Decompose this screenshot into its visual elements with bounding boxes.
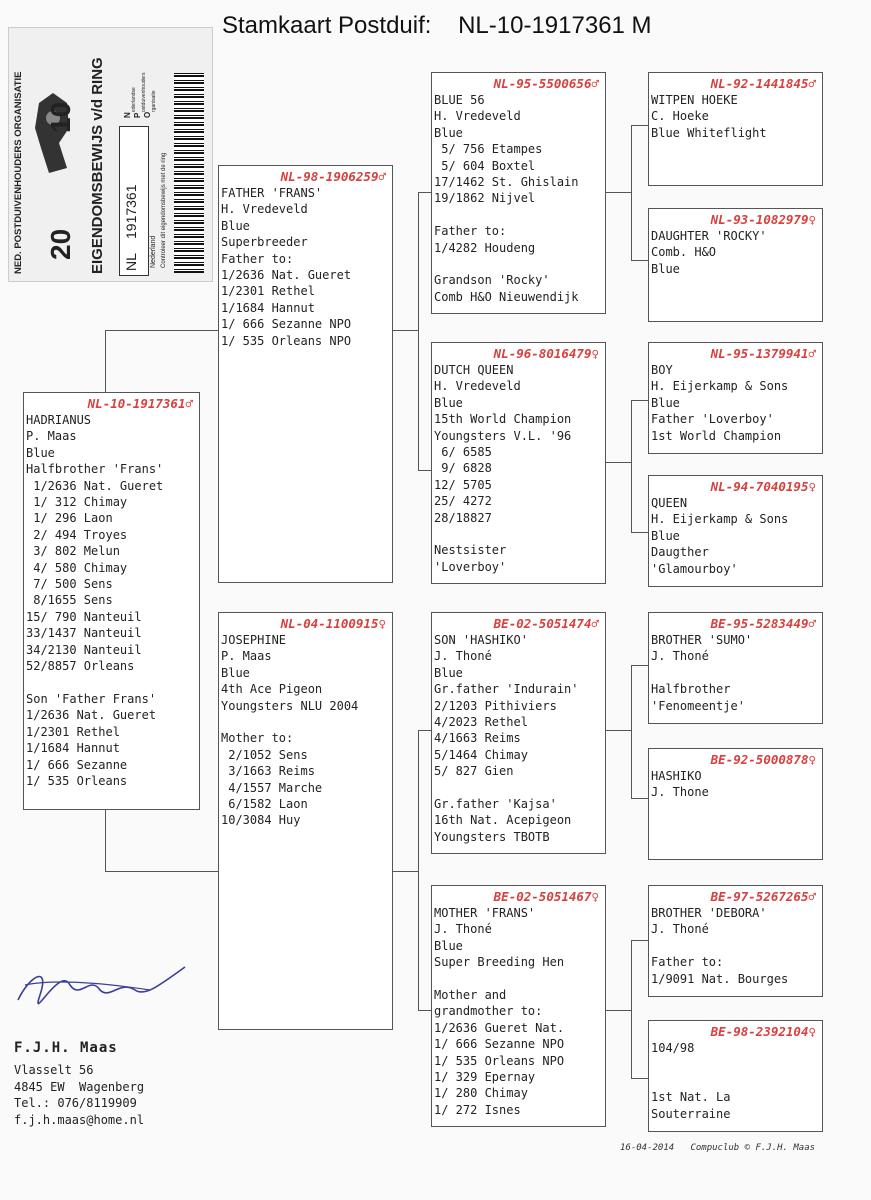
- pigeon-info-line: 9/ 6828: [434, 461, 492, 476]
- signature-icon: [10, 955, 190, 1015]
- pigeon-info-line: Youngsters V.L. '96: [434, 428, 572, 443]
- pigeon-info-line: Father to:: [434, 224, 507, 239]
- pigeon-box-ff: [431, 72, 606, 314]
- connector: [418, 192, 431, 193]
- pigeon-info-line: SON 'HASHIKO': [434, 633, 528, 647]
- connector: [105, 330, 218, 331]
- pigeon-info-line: 34/2130 Nanteuil: [26, 642, 142, 657]
- pigeon-box-fm: [431, 342, 606, 584]
- owner-street: Vlasselt 56: [14, 1063, 94, 1078]
- pigeon-info-line: H. Vredeveld: [434, 109, 521, 124]
- card-word-postduivenhouders: ostduivenhouders: [141, 72, 147, 112]
- pigeon-info-line: Son 'Father Frans': [26, 691, 157, 706]
- pigeon-info-line: 1/ 296 Laon: [26, 511, 113, 526]
- pigeon-info-line: QUEEN: [651, 496, 688, 510]
- connector: [631, 665, 648, 666]
- pigeon-info-line: Grandson 'Rocky': [434, 273, 550, 288]
- pigeon-info-line: 5/1464 Chimay: [434, 747, 528, 762]
- pigeon-info-line: grandmother to:: [434, 1004, 543, 1019]
- pigeon-info-line: 12/ 5705: [434, 477, 492, 492]
- owner-address: [14, 1040, 144, 1128]
- pigeon-info-line: [434, 526, 603, 542]
- pigeon-info-line: Blue: [651, 261, 680, 276]
- connector: [105, 810, 106, 871]
- pigeon-info-line: 1/ 312 Chimay: [26, 495, 128, 510]
- connector: [418, 1010, 431, 1011]
- ring-number: BE-02-5051467♀: [493, 889, 599, 904]
- pigeon-info-line: [434, 780, 603, 796]
- pigeon-info-line: 5/ 827 Gien: [434, 764, 514, 779]
- ring-number: NL-96-8016479♀: [493, 346, 599, 361]
- pigeon-info-line: J. Thoné: [651, 649, 709, 664]
- pigeon-info-line: 3/ 802 Melun: [26, 544, 120, 559]
- pigeon-info-line: Blue: [651, 395, 680, 410]
- pigeon-info-line: 33/1437 Nanteuil: [26, 626, 142, 641]
- pigeon-info-line: 19/1862 Nijvel: [434, 191, 536, 206]
- pigeon-info-line: 2/ 494 Troyes: [26, 527, 128, 542]
- connector: [631, 125, 632, 260]
- connector: [606, 462, 631, 463]
- pigeon-info-line: Blue: [26, 445, 55, 460]
- pigeon-info-line: 3/1663 Reims: [221, 764, 315, 779]
- pigeon-info-line: 2/1203 Pithiviers: [434, 698, 557, 713]
- card-org: NED. POSTDUIVENHOUDERS ORGANISATIE: [13, 71, 24, 274]
- connector: [631, 665, 632, 798]
- pigeon-info-line: 7/ 500 Sens: [26, 577, 113, 592]
- connector: [631, 1078, 648, 1079]
- connector: [606, 1010, 631, 1011]
- footer-credit: 16-04-2014 Compuclub © F.J.H. Maas: [620, 1143, 816, 1153]
- pigeon-box-mother: [218, 612, 393, 1030]
- ring-number: NL-04-1100915♀: [280, 616, 386, 631]
- pigeon-box-mff: [648, 612, 823, 724]
- pigeon-info-line: 6/1582 Laon: [221, 797, 308, 812]
- pigeon-info-line: DUTCH QUEEN: [434, 363, 514, 377]
- owner-name: F.J.H. Maas: [14, 1040, 118, 1056]
- pigeon-info-line: Father to:: [651, 955, 724, 970]
- pigeon-info-line: [651, 1073, 820, 1089]
- pigeon-box-subject: [23, 392, 200, 810]
- pigeon-info-line: 8/1655 Sens: [26, 593, 113, 608]
- pigeon-info-line: Blue: [221, 665, 250, 680]
- pigeon-box-mmf: [648, 885, 823, 997]
- card-letter-o: O: [143, 111, 152, 118]
- pigeon-info-line: 4/1663 Reims: [434, 731, 521, 746]
- pigeon-info-line: 1/ 535 Orleans: [26, 773, 128, 788]
- pigeon-box-mf: [431, 612, 606, 854]
- pigeon-info-line: Blue: [434, 938, 463, 953]
- pigeon-info-line: 'Loverboy': [434, 559, 507, 574]
- pigeon-info-line: 16th Nat. Acepigeon: [434, 813, 572, 828]
- pigeon-info-line: [434, 207, 603, 223]
- pigeon-info-line: Blue: [221, 218, 250, 233]
- pigeon-box-mfm: [648, 748, 823, 860]
- card-word-nederlandse: ederlandse: [131, 87, 137, 112]
- pigeon-info-line: Blue Whiteflight: [651, 125, 767, 140]
- owner-email: f.j.h.maas@home.nl: [14, 1112, 145, 1127]
- pigeon-info-line: HASHIKO: [651, 769, 702, 783]
- connector: [105, 871, 218, 872]
- pigeon-info-line: H. Vredeveld: [434, 379, 521, 394]
- pigeon-info-line: 28/18827: [434, 510, 492, 525]
- pigeon-info-line: Nestsister: [434, 543, 507, 558]
- pigeon-info-line: H. Vredeveld: [221, 202, 308, 217]
- pigeon-box-mm: [431, 885, 606, 1127]
- pigeon-info-line: 1/ 666 Sezanne NPO: [434, 1037, 565, 1052]
- pigeon-info-line: 1/ 329 Epernay: [434, 1070, 536, 1085]
- pigeon-info-line: [651, 938, 820, 954]
- pigeon-info-line: Youngsters NLU 2004: [221, 698, 359, 713]
- ring-number: NL-95-5500656♂: [493, 76, 599, 91]
- pigeon-info-line: 1/2636 Gueret Nat.: [434, 1020, 565, 1035]
- pigeon-info-line: HADRIANUS: [26, 413, 92, 427]
- pigeon-info-line: J. Thone: [651, 785, 709, 800]
- pigeon-info-line: H. Eijerkamp & Sons: [651, 512, 789, 527]
- pigeon-info-line: 1/1684 Hannut: [26, 741, 120, 756]
- pigeon-info-line: [651, 665, 820, 681]
- pigeon-info-line: Father to:: [221, 251, 294, 266]
- ring-number: BE-02-5051474♂: [493, 616, 599, 631]
- pigeon-info-line: 1/1684 Hannut: [221, 300, 315, 315]
- pigeon-info-line: Mother to:: [221, 731, 294, 746]
- pigeon-info-line: 52/8857 Orleans: [26, 659, 135, 674]
- pigeon-info-line: BROTHER 'DEBORA': [651, 906, 767, 920]
- ring-number-field: [119, 126, 149, 276]
- pigeon-info-line: 4/2023 Rethel: [434, 715, 528, 730]
- pigeon-info-line: Comb. H&O: [651, 245, 717, 260]
- ring-number: NL-98-1906259♂: [280, 169, 386, 184]
- pigeon-info-line: Superbreeder: [221, 235, 308, 250]
- pigeon-info-line: 1st World Champion: [651, 428, 782, 443]
- pigeon-box-fmm: [648, 475, 823, 587]
- ring-number: NL-10-1917361♂: [87, 396, 193, 411]
- connector: [418, 730, 431, 731]
- card-country: NL: [123, 253, 139, 271]
- pigeon-info-line: Daugther: [651, 545, 709, 560]
- card-proof-title: EIGENDOMSBEWIJS v/d RING: [89, 57, 106, 274]
- pigeon-info-line: J. Thoné: [651, 922, 709, 937]
- pigeon-info-line: WITPEN HOEKE: [651, 93, 738, 107]
- pigeon-info-line: [434, 971, 603, 987]
- pigeon-info-line: 17/1462 St. Ghislain: [434, 175, 579, 190]
- pigeon-info-line: Halfbrother 'Frans': [26, 462, 164, 477]
- pigeon-info-line: 1/ 280 Chimay: [434, 1086, 528, 1101]
- pigeon-info-line: FATHER 'FRANS': [221, 186, 323, 200]
- pigeon-info-line: 6/ 6585: [434, 445, 492, 460]
- pigeon-info-line: 1st Nat. La: [651, 1090, 731, 1105]
- pigeon-info-line: 25/ 4272: [434, 494, 492, 509]
- pigeon-info-line: 1/2636 Nat. Gueret: [26, 478, 164, 493]
- pigeon-info-line: [434, 256, 603, 272]
- ring-number: BE-95-5283449♂: [710, 616, 816, 631]
- barcode-icon: [174, 73, 204, 273]
- pigeon-info-line: Comb H&O Nieuwendijk: [434, 289, 579, 304]
- pigeon-info-line: 1/ 666 Sezanne NPO: [221, 317, 352, 332]
- pigeon-info-line: [26, 675, 197, 691]
- connector: [606, 730, 631, 731]
- card-letter-n: N: [123, 112, 132, 118]
- pigeon-info-line: Mother and: [434, 988, 507, 1003]
- owner-city: 4845 EW Wagenberg: [14, 1079, 145, 1094]
- ring-number: BE-92-5000878♀: [710, 752, 816, 767]
- card-letter-p: P: [133, 112, 142, 118]
- ring-number: NL-95-1379941♂: [710, 346, 816, 361]
- pigeon-box-ffm: [648, 208, 823, 322]
- pigeon-info-line: 1/4282 Houdeng: [434, 240, 536, 255]
- pigeon-info-line: 2/1052 Sens: [221, 747, 308, 762]
- pigeon-info-line: 1/2301 Rethel: [26, 724, 120, 739]
- pigeon-info-line: 1/2301 Rethel: [221, 284, 315, 299]
- pigeon-info-line: H. Eijerkamp & Sons: [651, 379, 789, 394]
- connector: [631, 125, 648, 126]
- ring-number: BE-97-5267265♂: [710, 889, 816, 904]
- connector: [418, 470, 431, 471]
- ring-number: BE-98-2392104♀: [710, 1024, 816, 1039]
- pigeon-info-line: BOY: [651, 363, 673, 377]
- pigeon-info-line: P. Maas: [221, 649, 272, 664]
- connector: [418, 730, 419, 1010]
- pigeon-info-line: 'Fenomeentje': [651, 698, 745, 713]
- pigeon-info-line: JOSEPHINE: [221, 633, 287, 647]
- connector: [393, 330, 418, 331]
- pigeon-info-line: Halfbrother: [651, 682, 731, 697]
- pigeon-info-line: Blue: [434, 395, 463, 410]
- pigeon-info-line: 104/98: [651, 1041, 695, 1055]
- pigeon-info-line: P. Maas: [26, 429, 77, 444]
- ring-number: NL-94-7040195♀: [710, 479, 816, 494]
- page-title: Stamkaart Postduif: NL-10-1917361 M: [222, 12, 652, 39]
- pigeon-info-line: Blue: [651, 528, 680, 543]
- connector: [631, 260, 648, 261]
- pigeon-info-line: 1/ 666 Sezanne: [26, 757, 128, 772]
- connector: [606, 192, 631, 193]
- pigeon-info-line: Gr.father 'Indurain': [434, 682, 579, 697]
- pigeon-info-line: 10/3084 Huy: [221, 813, 301, 828]
- ring-number: NL-93-1082979♀: [710, 212, 816, 227]
- card-control: Controleer dit eigendomsbewijs met de ring: [161, 152, 167, 268]
- ring-ownership-card: [8, 27, 213, 282]
- pigeon-box-fff: [648, 72, 823, 186]
- card-word-organisatie: rganisatie: [151, 90, 157, 112]
- pigeon-info-line: Super Breeding Hen: [434, 955, 565, 970]
- connector: [418, 192, 419, 470]
- ring-number: NL-92-1441845♂: [710, 76, 816, 91]
- owner-phone: Tel.: 076/8119909: [14, 1096, 137, 1111]
- pigeon-info-line: BROTHER 'SUMO': [651, 633, 753, 647]
- pigeon-info-line: 1/9091 Nat. Bourges: [651, 971, 789, 986]
- pigeon-info-line: Blue: [434, 665, 463, 680]
- connector: [631, 400, 632, 532]
- pigeon-info-line: 5/ 756 Etampes: [434, 142, 543, 157]
- card-land: Nederland: [150, 235, 157, 268]
- card-year-left: 20: [45, 228, 76, 260]
- pigeon-info-line: J. Thoné: [434, 649, 492, 664]
- pigeon-info-line: [651, 1056, 820, 1072]
- pigeon-info-line: 1/2636 Nat. Gueret: [26, 708, 157, 723]
- pigeon-info-line: [221, 714, 390, 730]
- pigeon-info-line: J. Thoné: [434, 922, 492, 937]
- pigeon-info-line: 15/ 790 Nanteuil: [26, 609, 142, 624]
- pigeon-info-line: 1/ 535 Orleans NPO: [434, 1053, 565, 1068]
- connector: [631, 532, 648, 533]
- pigeon-info-line: 4/1557 Marche: [221, 780, 323, 795]
- pigeon-info-line: BLUE 56: [434, 93, 485, 107]
- pigeon-info-line: Souterraine: [651, 1106, 731, 1121]
- pigeon-info-line: 4th Ace Pigeon: [221, 682, 323, 697]
- pigeon-info-line: Gr.father 'Kajsa': [434, 797, 557, 812]
- connector: [631, 798, 648, 799]
- pigeon-box-father: [218, 165, 393, 583]
- pigeon-info-line: 5/ 604 Boxtel: [434, 158, 536, 173]
- card-ring-number: 1917361: [123, 184, 139, 239]
- connector: [393, 871, 418, 872]
- pigeon-info-line: 1/2636 Nat. Gueret: [221, 268, 352, 283]
- pigeon-info-line: 'Glamourboy': [651, 561, 738, 576]
- card-letter-words: [131, 68, 157, 118]
- pigeon-box-fmf: [648, 342, 823, 454]
- card-year-right: 10: [45, 101, 76, 133]
- pigeon-info-line: 15th World Champion: [434, 412, 572, 427]
- pigeon-info-line: C. Hoeke: [651, 109, 709, 124]
- pigeon-info-line: 1/ 272 Isnes: [434, 1102, 521, 1117]
- pigeon-box-mmm: [648, 1020, 823, 1132]
- connector: [105, 330, 106, 392]
- pigeon-info-line: MOTHER 'FRANS': [434, 906, 536, 920]
- pigeon-info-line: Youngsters TBOTB: [434, 829, 550, 844]
- connector: [631, 940, 632, 1078]
- connector: [631, 400, 648, 401]
- pigeon-info-line: 1/ 535 Orleans NPO: [221, 333, 352, 348]
- pigeon-info-line: Father 'Loverboy': [651, 412, 774, 427]
- pigeon-info-line: Blue: [434, 125, 463, 140]
- connector: [631, 940, 648, 941]
- pigeon-info-line: 4/ 580 Chimay: [26, 560, 128, 575]
- pigeon-info-line: DAUGHTER 'ROCKY': [651, 229, 767, 243]
